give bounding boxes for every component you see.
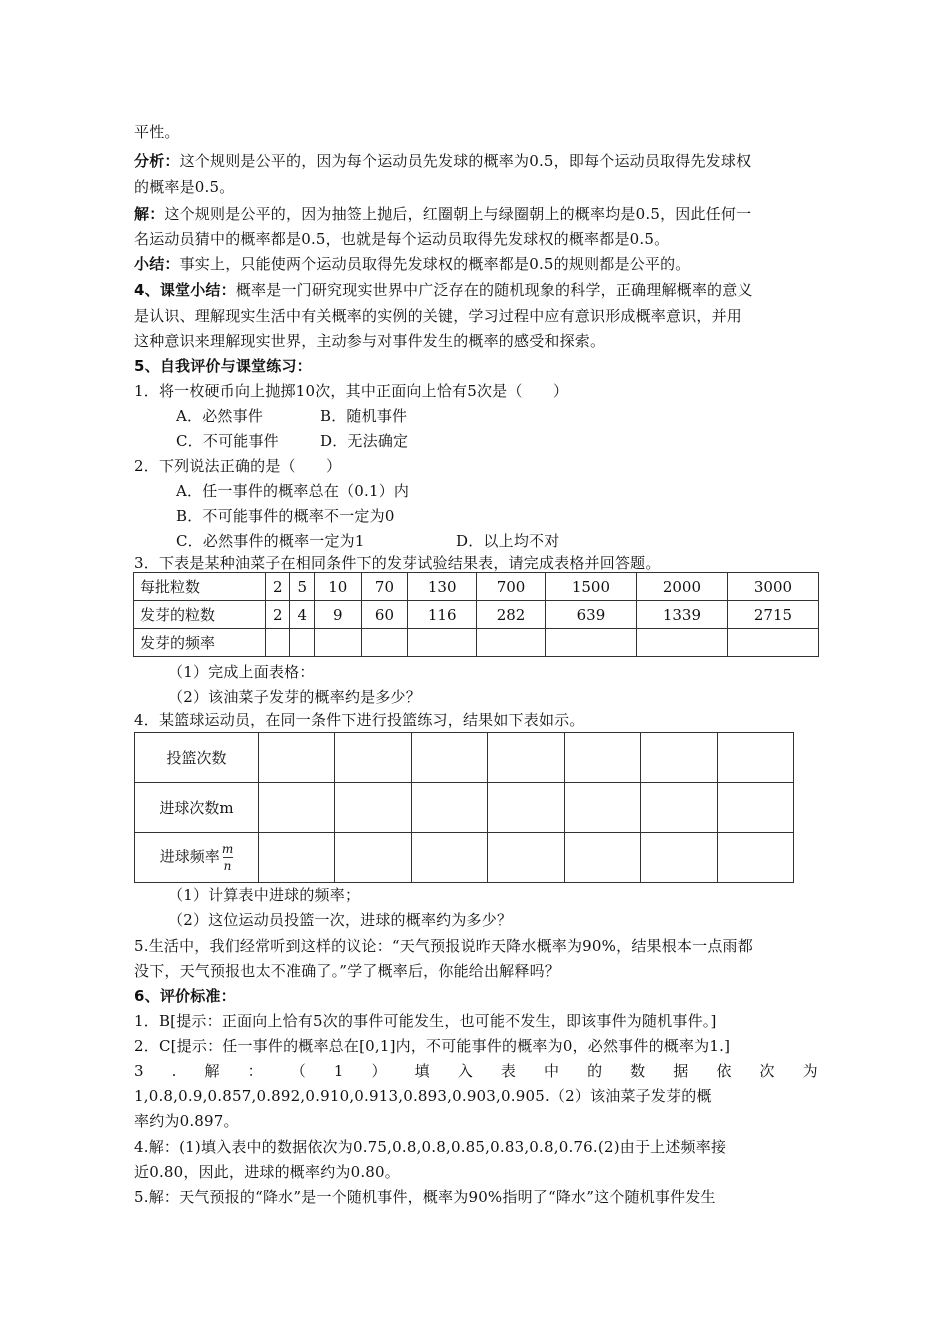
empty-cell bbox=[335, 833, 411, 883]
answer-3-line3: 率约为0.897。 bbox=[134, 1112, 239, 1130]
empty-cell bbox=[290, 629, 314, 657]
empty-cell bbox=[564, 833, 640, 883]
analysis-text: 这个规则是公平的，因为每个运动员先发球的概率为0.5，即每个运动员取得先发球权 bbox=[179, 152, 752, 170]
empty-cell bbox=[335, 733, 411, 783]
char: . bbox=[171, 1062, 177, 1080]
empty-cell bbox=[717, 783, 793, 833]
empty-cell bbox=[408, 629, 477, 657]
q3-stem: 3．下表是某种油菜子在相同条件下的发芽试验结果表，请完成表格并回答题。 bbox=[134, 554, 661, 572]
empty-cell bbox=[717, 833, 793, 883]
empty-cell bbox=[488, 733, 564, 783]
empty-cell bbox=[636, 629, 727, 657]
q2-option-a: A．任一事件的概率总在（0.1）内 bbox=[176, 482, 410, 500]
section4-text: 概率是一门研究现实世界中广泛存在的随机现象的科学，正确理解概率的意义 bbox=[235, 281, 753, 299]
answer-4-line1: 4.解：(1)填入表中的数据依次为0.75,0.8,0.8,0.85,0.83,0.8,0.76.(2)由于上述频率接 bbox=[134, 1138, 727, 1156]
empty-cell bbox=[477, 629, 546, 657]
table-cell: 282 bbox=[477, 601, 546, 629]
empty-cell bbox=[717, 733, 793, 783]
table-cell: 2 bbox=[266, 573, 290, 601]
char: 表 bbox=[500, 1062, 517, 1080]
q1-option-d: D．无法确定 bbox=[320, 432, 409, 450]
section4-text-2: 是认识、理解现实生活中有关概率的实例的关键，学习过程中应有意识形成概率意识，并用 bbox=[134, 307, 743, 325]
analysis-text-cont: 的概率是0.5。 bbox=[134, 178, 235, 196]
row-header-made: 进球次数m bbox=[135, 783, 259, 833]
fraction-m-over-n bbox=[222, 843, 233, 872]
section5-heading: 5、自我评价与课堂练习： bbox=[134, 357, 312, 375]
fraction-numerator: m bbox=[221, 842, 234, 856]
empty-cell bbox=[259, 733, 335, 783]
q2-stem: 2．下列说法正确的是（ ） bbox=[134, 457, 342, 475]
q4-sub2: （2）这位运动员投篮一次，进球的概率约为多少？ bbox=[168, 911, 513, 929]
empty-cell bbox=[259, 783, 335, 833]
answer-1: 1．B[提示：正面向上恰有5次的事件可能发生，也可能不发生，即该事件为随机事件。] bbox=[134, 1012, 717, 1030]
summary-paragraph bbox=[134, 253, 820, 275]
q5-text-2: 没下，天气预报也太不准确了。”学了概率后，你能给出解释吗？ bbox=[134, 962, 560, 980]
char: 为 bbox=[802, 1062, 818, 1080]
table-row bbox=[135, 733, 794, 783]
table-cell: 700 bbox=[477, 573, 546, 601]
analysis-paragraph bbox=[134, 150, 820, 172]
empty-cell bbox=[335, 783, 411, 833]
empty-cell bbox=[564, 783, 640, 833]
table-cell: 639 bbox=[545, 601, 636, 629]
empty-cell bbox=[488, 833, 564, 883]
solution-label: 解： bbox=[134, 205, 165, 223]
table-cell: 9 bbox=[314, 601, 361, 629]
q1-option-b: B．随机事件 bbox=[320, 407, 408, 425]
table-row bbox=[134, 573, 819, 601]
char: 依 bbox=[716, 1062, 732, 1080]
table-cell: 2000 bbox=[636, 573, 727, 601]
q2-option-c: C．必然事件的概率一定为1 bbox=[176, 532, 365, 550]
char: ） bbox=[371, 1062, 387, 1080]
answer-5-line1: 5.解：天气预报的“降水”是一个随机事件，概率为90%指明了“降水”这个随机事件发生 bbox=[134, 1188, 716, 1206]
table-cell: 1500 bbox=[545, 573, 636, 601]
table-cell: 5 bbox=[290, 573, 314, 601]
basketball-table bbox=[134, 732, 794, 883]
char: （ bbox=[290, 1062, 306, 1080]
analysis-label: 分析： bbox=[134, 152, 180, 170]
germination-table bbox=[133, 572, 819, 657]
char: 填 bbox=[414, 1062, 430, 1080]
char: 解 bbox=[204, 1062, 220, 1080]
table-row bbox=[134, 629, 819, 657]
q1-options-row1 bbox=[176, 405, 862, 427]
char: 入 bbox=[457, 1062, 473, 1080]
char: 中 bbox=[543, 1062, 560, 1080]
table-cell: 116 bbox=[408, 601, 477, 629]
empty-cell bbox=[411, 783, 487, 833]
answer-3-line1 bbox=[134, 1060, 820, 1082]
empty-cell bbox=[727, 629, 818, 657]
table-cell: 130 bbox=[408, 573, 477, 601]
solution-text: 这个规则是公平的，因为抽签上抛后，红圈朝上与绿圈朝上的概率均是0.5，因此任何一 bbox=[164, 205, 752, 223]
char: 数 bbox=[630, 1062, 646, 1080]
rate-label: 进球频率 bbox=[159, 847, 220, 866]
char: 次 bbox=[759, 1062, 775, 1080]
q1-options-row2 bbox=[176, 430, 862, 452]
q3-sub1: （1）完成上面表格： bbox=[168, 663, 315, 681]
empty-cell bbox=[641, 733, 717, 783]
section4-text-3: 这种意识来理解现实世界，主动参与对事件发生的概率的感受和探索。 bbox=[134, 332, 606, 350]
table-cell: 4 bbox=[290, 601, 314, 629]
answer-4-line2: 近0.80，因此，进球的概率约为0.80。 bbox=[134, 1163, 400, 1181]
empty-cell bbox=[488, 783, 564, 833]
section4-heading: 4、课堂小结： bbox=[134, 281, 236, 299]
table-cell: 2 bbox=[266, 601, 290, 629]
q2-option-d: D．以上均不对 bbox=[456, 532, 560, 550]
q1-option-a: A．必然事件 bbox=[176, 407, 264, 425]
empty-cell bbox=[641, 783, 717, 833]
table-cell: 60 bbox=[361, 601, 408, 629]
q4-stem: 4．某篮球运动员，在同一条件下进行投篮练习，结果如下表如示。 bbox=[134, 711, 585, 729]
row-header-shots: 投篮次数 bbox=[135, 733, 259, 783]
q5-text-1: 5.生活中，我们经常听到这样的议论：“天气预报说昨天降水概率为90%，结果根本一点雨都 bbox=[134, 937, 753, 955]
section6-heading: 6、评价标准： bbox=[134, 987, 236, 1005]
row-header-frequency: 发芽的频率 bbox=[134, 629, 266, 657]
empty-cell bbox=[641, 833, 717, 883]
row-header-rate bbox=[135, 833, 259, 883]
table-row bbox=[135, 833, 794, 883]
q2-option-b: B．不可能事件的概率不一定为0 bbox=[176, 507, 395, 525]
section4-paragraph bbox=[134, 279, 820, 301]
empty-cell bbox=[314, 629, 361, 657]
fraction-denominator: n bbox=[223, 859, 232, 873]
table-row bbox=[135, 783, 794, 833]
table-cell: 1339 bbox=[636, 601, 727, 629]
char: 1 bbox=[333, 1062, 344, 1080]
answer-3-spread bbox=[134, 1060, 818, 1082]
q4-sub1: （1）计算表中进球的频率； bbox=[168, 886, 361, 904]
empty-cell bbox=[266, 629, 290, 657]
table-row bbox=[134, 601, 819, 629]
empty-cell bbox=[545, 629, 636, 657]
empty-cell bbox=[259, 833, 335, 883]
table-cell: 2715 bbox=[727, 601, 818, 629]
summary-label: 小结： bbox=[134, 255, 180, 273]
fraction-bar bbox=[223, 857, 233, 858]
empty-cell bbox=[411, 733, 487, 783]
empty-cell bbox=[411, 833, 487, 883]
char: 的 bbox=[587, 1062, 603, 1080]
q1-stem: 1．将一枚硬币向上抛掷10次，其中正面向上恰有5次是（ ） bbox=[134, 382, 569, 400]
table-cell: 10 bbox=[314, 573, 361, 601]
intro-line: 平性。 bbox=[134, 123, 180, 141]
table-cell: 3000 bbox=[727, 573, 818, 601]
q2-options-row3 bbox=[176, 530, 862, 552]
answer-3-line2: 1,0.8,0.9,0.857,0.892,0.910,0.913,0.893,0.903,0.905.（2）该油菜子发芽的概 bbox=[134, 1087, 712, 1105]
summary-text: 事实上，只能使两个运动员取得先发球权的概率都是0.5的规则都是公平的。 bbox=[179, 255, 691, 273]
char: 据 bbox=[673, 1062, 689, 1080]
empty-cell bbox=[564, 733, 640, 783]
answer-2: 2．C[提示：任一事件的概率总在[0,1]内，不可能事件的概率为0，必然事件的概率为1.] bbox=[134, 1037, 731, 1055]
row-header-germinated: 发芽的粒数 bbox=[134, 601, 266, 629]
solution-paragraph bbox=[134, 203, 820, 225]
empty-cell bbox=[361, 629, 408, 657]
char: ： bbox=[247, 1062, 263, 1080]
q1-option-c: C．不可能事件 bbox=[176, 432, 279, 450]
q3-sub2: （2）该油菜子发芽的概率约是多少？ bbox=[168, 688, 421, 706]
table-cell: 70 bbox=[361, 573, 408, 601]
char: 3 bbox=[134, 1062, 144, 1080]
row-header-batch: 每批粒数 bbox=[134, 573, 266, 601]
solution-text-cont: 名运动员猜中的概率都是0.5，也就是每个运动员取得先发球权的概率都是0.5。 bbox=[134, 230, 670, 248]
